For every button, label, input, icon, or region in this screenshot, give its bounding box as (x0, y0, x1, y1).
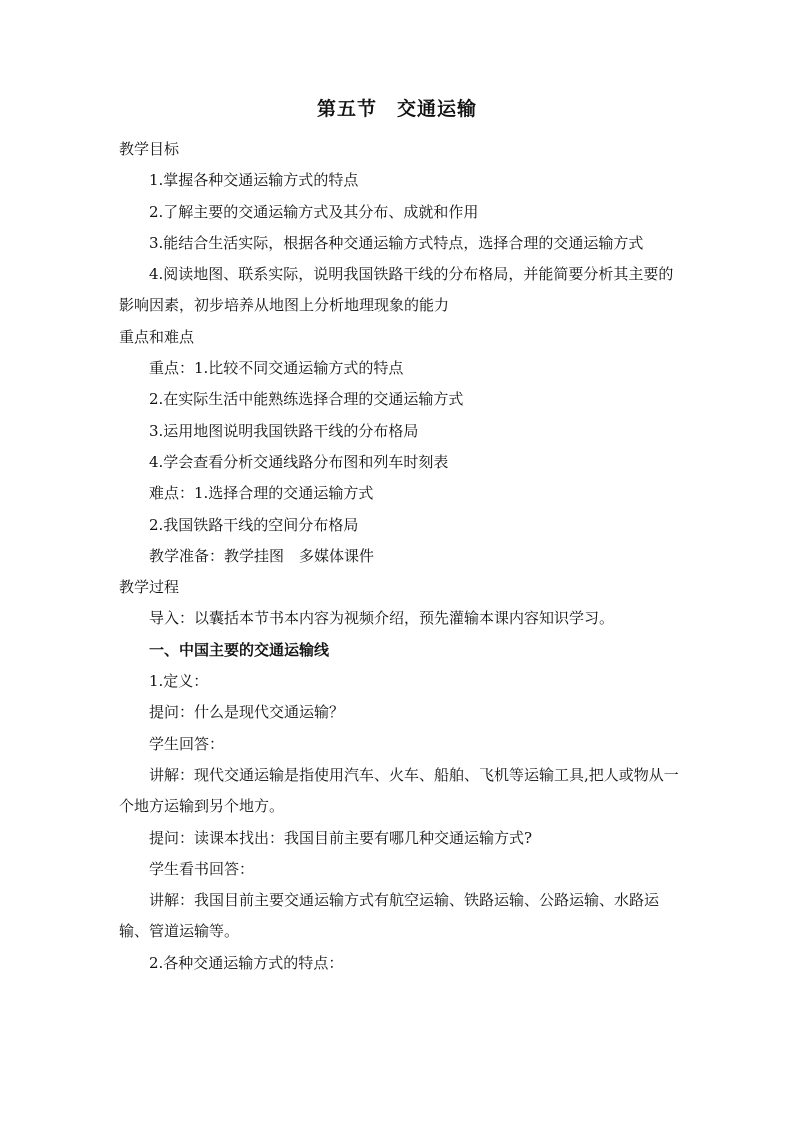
explain-2: 讲解：我国目前主要交通运输方式有航空运输、铁路运输、公路运输、水路运输、管道运输等。 (119, 891, 660, 941)
key-point-1: 重点：1.比较不同交通运输方式的特点 (149, 359, 404, 378)
preparation: 教学准备：教学挂图 多媒体课件 (149, 546, 375, 565)
objective-4: 4.阅读地图、联系实际，说明我国铁路干线的分布格局，并能简要分析其主要的影响因素，初步培养从地图上分析地理现象的能力 (119, 265, 674, 315)
objective-1: 1.掌握各种交通运输方式的特点 (149, 171, 359, 190)
objective-3: 3.能结合生活实际，根据各种交通运输方式特点，选择合理的交通运输方式 (149, 233, 644, 252)
difficulty-2: 2.我国铁路干线的空间分布格局 (149, 515, 359, 534)
objectives-heading: 教学目标 (119, 140, 180, 158)
document-body (119, 134, 679, 979)
page-title: 第五节 交通运输 (316, 98, 477, 120)
question-2: 提问：读课本找出：我国目前主要有哪几种交通运输方式? (149, 828, 533, 847)
process-heading: 教学过程 (119, 578, 180, 597)
answer-2: 学生看书回答： (149, 859, 255, 878)
definition: 1.定义： (149, 672, 209, 691)
section-1-heading: 一、中国主要的交通运输线 (149, 640, 330, 659)
key-points-heading: 重点和难点 (119, 327, 195, 346)
objective-2: 2.了解主要的交通运输方式及其分布、成就和作用 (149, 202, 479, 221)
intro: 导入：以囊括本节书本内容为视频介绍，预先灌输本课内容知识学习。 (149, 609, 615, 628)
key-point-4: 4.学会查看分析交通线路分布图和列车时刻表 (149, 452, 449, 471)
features: 2.各种交通运输方式的特点： (149, 953, 344, 972)
key-point-3: 3.运用地图说明我国铁路干线的分布格局 (149, 421, 419, 440)
difficulty-1: 难点：1.选择合理的交通运输方式 (149, 484, 374, 503)
answer-1: 学生回答： (149, 734, 225, 753)
explain-1: 讲解：现代交通运输是指使用汽车、火车、船舶、飞机等运输工具,把人或物从一个地方运输到另个地方。 (119, 765, 679, 816)
key-point-2: 2.在实际生活中能熟练选择合理的交通运输方式 (149, 390, 464, 409)
question-1: 提问：什么是现代交通运输？ (149, 703, 345, 722)
